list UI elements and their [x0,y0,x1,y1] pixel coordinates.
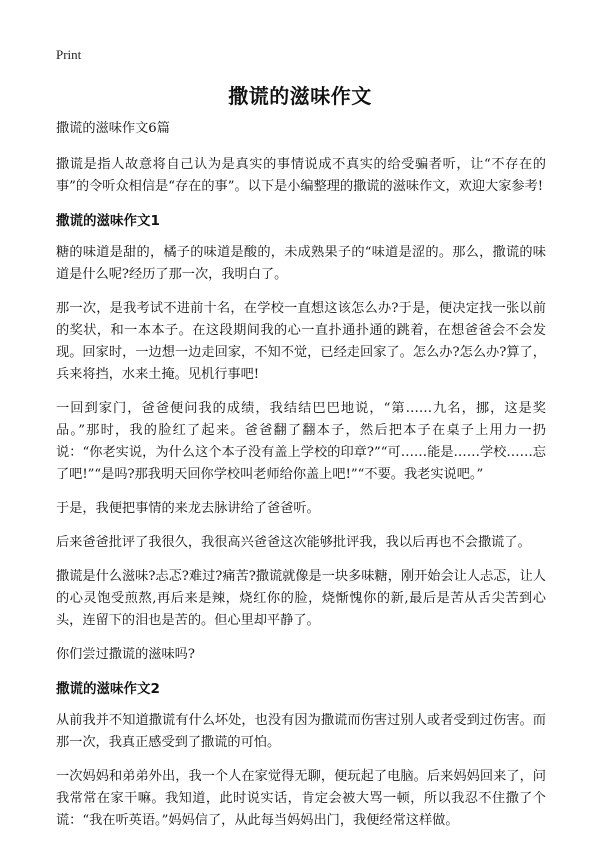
section-heading-2: 撒谎的滋味作文2 [56,681,160,697]
page-title: 撒谎的滋味作文 [228,84,372,108]
section-1-paragraph: 后来爸爸批评了我很久，我很高兴爸爸这次能够批评我，我以后再也不会撒谎了。 [56,535,531,550]
section-heading-1: 撒谎的滋味作文1 [56,213,160,229]
section-1-paragraph: 糖的味道是甜的，橘子的味道是酸的，未成熟果子的“味道是涩的。那么，撒谎的味道是什么呢?经历了那一次，我明白了。 [56,245,546,282]
section-1-paragraph: 那一次，是我考试不进前十名，在学校一直想这该怎么办?于是，便决定找一张以前的奖状，和一本本子。在这段期间我的心一直扑通扑通的跳着，在想爸爸会不会发现。回家时，一边想一边走回家，不知不觉，已经走回家了。怎么办?怎么办?算了，兵来将挡，水来土掩。见机行事吧! [56,301,546,382]
intro-paragraph: 撒谎是指人故意将自己认为是真实的事情说成不真实的给受骗者听，让“不存在的事”的令听众相信是“存在的事”。以下是小编整理的撒谎的滋味作文，欢迎大家参考! [56,157,546,194]
article-subtitle: 撒谎的滋味作文6篇 [56,121,170,136]
article-body [56,118,546,844]
section-1-paragraph: 于是，我便把事情的来龙去脉讲给了爸爸听。 [56,501,320,516]
section-2-paragraph: 从前我并不知道撒谎有什么坏处，也没有因为撒谎而伤害过别人或者受到过伤害。而那一次，我真正感受到了撒谎的可怕。 [56,713,546,750]
section-1-paragraph: 你们尝过撒谎的滋味吗? [56,647,195,662]
print-link[interactable]: Print [56,47,82,62]
section-2-paragraph: 一次妈妈和弟弟外出，我一个人在家觉得无聊，便玩起了电脑。后来妈妈回来了，问我常常在家干嘛。我知道，此时说实话，肯定会被大骂一顿，所以我忍不住撒了个谎：“我在听英语。”妈妈信了，从此每当妈妈出门，我便经常这样做。 [56,769,546,828]
section-1-paragraph: 一回到家门，爸爸便问我的成绩，我结结巴巴地说，“第……九名，挪，这是奖品。”那时，我的脸红了起来。爸爸翻了翻本子，然后把本子在桌子上用力一扔说：“你老实说，为什么这个本子没有盖上学校的印章?”“可……能是……学校……忘了吧!”“是吗?那我明天回你学校叫老师给你盖上吧!”“不要。我老实说吧。” [56,401,546,482]
section-1-paragraph: 撒谎是什么滋味?忐忑?难过?痛苦?撒谎就像是一块多味糖，刚开始会让人忐忑，让人的心灵饱受煎熬,再后来是辣，烧红你的脸，烧惭愧你的新,最后是苦从舌尖苦到心头，连留下的泪也是苦的。但心里却平静了。 [56,569,546,628]
